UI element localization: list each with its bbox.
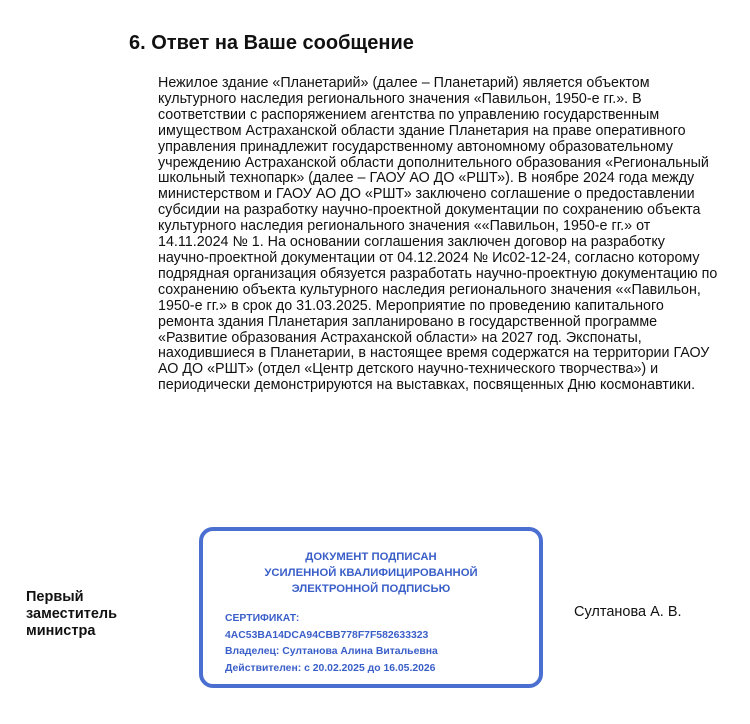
certificate-number: 4AC53BA14DCA94CBB778F7F582633323 bbox=[225, 629, 429, 641]
stamp-title bbox=[203, 549, 539, 597]
electronic-signature-stamp bbox=[199, 527, 543, 688]
stamp-title-line-1: ДОКУМЕНТ ПОДПИСАН bbox=[305, 551, 437, 563]
section-heading: 6. Ответ на Ваше сообщение bbox=[129, 32, 414, 54]
body-paragraph: Нежилое здание «Планетарий» (далее – Планетарий) является объектом культурного наследия регионального значения «Павильон, 1950-е гг.». В соответствии с распоряжением агентства по управлению государственным имуществом Астраханской области здание Планетария на праве оперативного управления принадлежит государственному автономному образовательному учреждению Астраханской области дополнительного образования «Региональный школьный технопарк» (далее – ГАОУ АО ДО «РШТ»). В ноябре 2024 года между министерством и ГАОУ АО ДО «РШТ» заключено соглашение о предоставлении субсидии на разработку научно-проектной документации по сохранению объекта культурного наследия регионального значения ««Павильон, 1950-е гг.» от 14.11.2024 № 1. На основании соглашения заключен договор на разработку научно-проектной документации от 04.12.2024 № Ис02-12-24, согласно которому подрядная организация обязуется разработать научно-проектную документацию по сохранению объекта культурного наследия регионального значения ««Павильон, 1950-е гг.» в срок до 31.03.2025. Мероприятие по проведению капитального ремонта здания Планетария запланировано в государственной программе «Развитие образования Астраханской области» на 2027 год. Экспонаты, находившиеся в Планетарии, в настоящее время содержатся на территории ГАОУ АО ДО «РШТ» (отдел «Центр детского научно-технического творчества») и периодически демонстрируются на выставках, посвященных Дню космонавтики. bbox=[158, 75, 718, 394]
position-title-text: Первый заместитель министра bbox=[26, 589, 118, 639]
certificate-validity: Действителен: с 20.02.2025 до 16.05.2026 bbox=[225, 662, 436, 674]
stamp-details bbox=[225, 611, 438, 677]
stamp-title-line-2: УСИЛЕННОЙ КВАЛИФИЦИРОВАННОЙ bbox=[264, 567, 478, 579]
certificate-owner: Владелец: Султанова Алина Витальевна bbox=[225, 646, 438, 657]
stamp-title-line-3: ЭЛЕКТРОННОЙ ПОДПИСЬЮ bbox=[291, 583, 451, 595]
certificate-label: СЕРТИФИКАТ: bbox=[225, 613, 300, 624]
signer-position-title bbox=[26, 589, 136, 640]
signer-name: Султанова А. В. bbox=[574, 604, 682, 620]
